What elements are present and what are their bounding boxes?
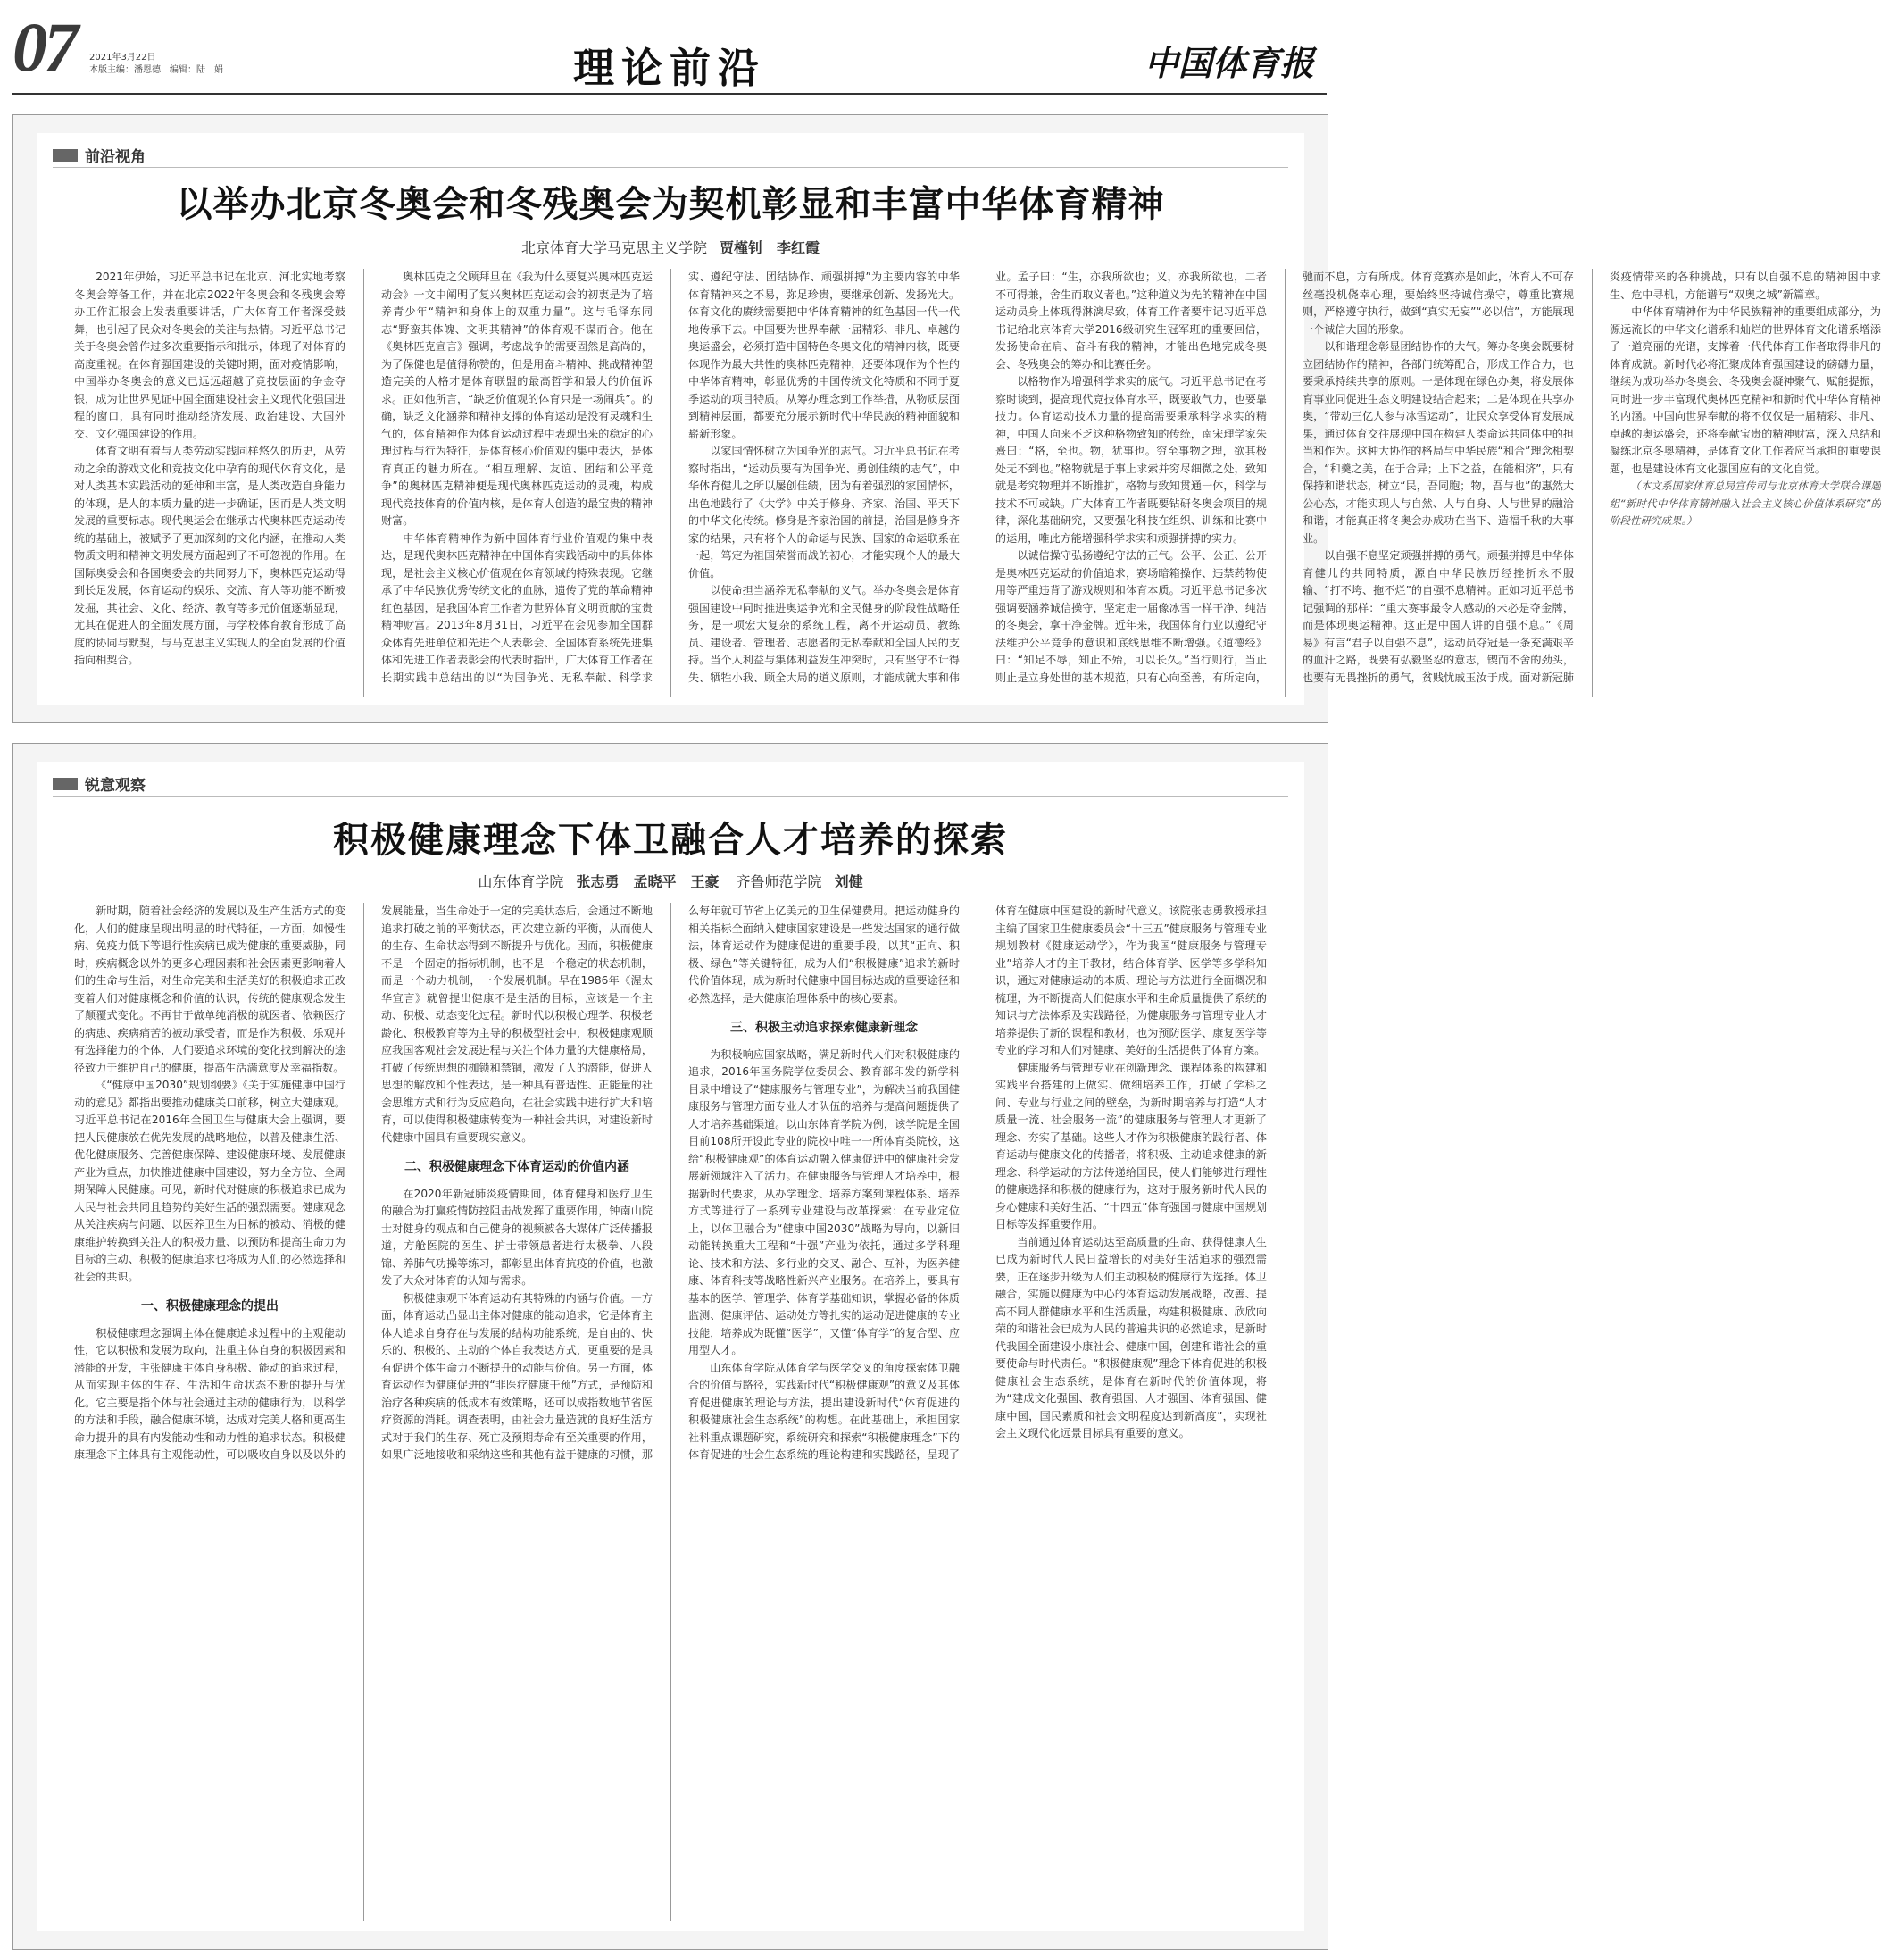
- body-paragraph: 中华体育精神作为中华民族精神的重要组成部分，为源远流长的中华文化谱系和灿烂的世界体育文化谱系增添了一道亮丽的光谱，支撑着一代代体育工作者取得非凡的体育成就。新时代必将汇聚成体育强国建设的磅礴力量，继续为成功举办冬奥会、冬残奥会凝神聚气、赋能提振，同时进一步丰富现代奥林匹克精神和新时代中华体育精神的内涵。中国向世界奉献的将不仅仅是一届精彩、非凡、卓越的奥运盛会，还将奉献宝贵的精神财富，深入总结和凝练北京冬奥精神，是体育文化工作者应当承担的重要课题，也是建设体育文化强国应有的文化自觉。: [1610, 305, 1881, 475]
- article-1-frame: [12, 114, 1881, 723]
- body-paragraph: 以和谐理念彰显团结协作的大气。筹办冬奥会既要树立团结协作的精神，各部门统筹配合，形成工作合力，也要秉承持续共享的原则。一是体现在绿色办奥，将发展体育事业同促进生态文明建设结合起来；二是体现在共享办奥，“带动三亿人参与冰雪运动”，让民众享受体育发展成果，通过体育交往展现中国在构建人类命运共同体中的担当和作为。这种大协作的格局与中华民族“和合”理念相契合，“和羹之美，在于合异；上下之益，在能相济”，只有保持和谐状态，树立“民，吾同胞；物，吾与也”的惠然大公心态，才能实现人与自然、人与自身、人与世界的融洽和谐，才能真正将冬奥会办成功在当下、造福千秋的大事业。: [1303, 340, 1574, 545]
- body-paragraph: 山东体育学院从体育学与医学交叉的角度探索体卫融合的价值与路径，实践新时代“积极健康观”的意义及其体育促进健康的理论与方法，提出建设新时代“体育促进的积极健康社会生态系统”的构想。在此基础上，承担国家社科重点课题研究，系统研究和探索“积极健康理念”下的体育促进的社会生态系统的理论构建和实践路径，呈现了体育在健康中国建设的新时代意义。该院张志勇教授承担主编了国家卫生健康委员会“十三五”健康服务与管理专业规划教材《健康运动学》，作为我国“健康服务与管理专业”培养人才的主干教材，结合体育学、医学等多学科知识，通过对健康运动的本质、理论与方法进行全面概况和梳理，为不断提高人们健康水平和生命质量提供了系统的知识与方法体系及实践路径，为健康服务与管理专业人才培养提供了新的课程和教材，也为预防医学、康复医学等专业的学习和人们对健康、美好的生活提供了体育方案。: [688, 905, 1267, 1461]
- editor-credits: 本版主编：潘恩德 编辑：陆 娟: [89, 65, 223, 75]
- article-1-title: 以举办北京冬奥会和冬残奥会为契机彰显和丰富中华体育精神: [176, 184, 1165, 225]
- article-2-org-1: 山东体育学院: [478, 873, 564, 890]
- article-2-tag: [53, 772, 146, 795]
- masthead: [0, 0, 1339, 105]
- article-2-authors-1: 张志勇 孟晓平 王豪: [576, 873, 720, 890]
- article-1-authors: 贾槿钊 李红霞: [720, 239, 820, 256]
- body-paragraph: 以格物作为增强科学求实的底气。习近平总书记在考察时谈到，提高现代竞技体育水平，既要敢气力，也要靠技力。体育运动技术力量的提高需要秉承科学求实的精神，中国人向来不乏这种格物致知的传统，南宋理学家朱熹曰：“格，至也。物，犹事也。穷至事物之理，欲其极处无不到也。”格物就是于事上求索并穷尽细微之处，致知就是考究物理并不断推扩，格物与致知贯通一体，科学与技术不可或缺。广大体育工作者既要钻研冬奥会项目的规律，深化基础研究，又要强化科技在组织、训练和比赛中的运用，唯此方能增强科学求实和顽强拼搏的实力。: [995, 375, 1267, 545]
- newspaper-logo: 中国体育报: [1144, 43, 1314, 83]
- issue-date: 2021年3月22日: [89, 53, 156, 63]
- section-heading: 三、积极主动追求探索健康新理念: [730, 1021, 918, 1035]
- article-1-org: 北京体育大学马克思主义学院: [520, 239, 707, 256]
- body-paragraph: 奥林匹克之父顾拜旦在《我为什么要复兴奥林匹克运动会》一文中阐明了复兴奥林匹克运动会的初衷是为了培养青少年“精神和身体上的双重力量”。这与毛泽东同志“野蛮其体魄、文明其精神”的体育观不谋而合。他在《奥林匹克宣言》强调，考虑战争的需要固然是高尚的，为了保健也是值得称赞的，但是用奋斗精神、挑战精神塑造完美的人格才是体育联盟的最高哲学和最大的价值诉求。正如他所言，“缺乏价值观的体育只是一场闹兵”。的确，缺乏文化涵养和精神支撑的体育运动是没有灵魂和生气的，体育精神作为体育运动过程中表现出来的稳定的心理过程与行为特征，是体育核心价值观的集中表达，是体育真正的魅力所在。“相互理解、友谊、团结和公平竞争”的奥林匹克精神便是现代奥林匹克运动的灵魂，构成现代竞技体育的价值内核，是体育人创造的最宝贵的精神财富。: [381, 271, 653, 527]
- article-2-tag-label: 锐意观察: [85, 777, 146, 795]
- body-paragraph: 当前通过体育运动达至高质量的生命、获得健康人生已成为新时代人民日益增长的对美好生活追求的强烈需要，正在逐步升级为人们主动积极的健康行为选择。体卫融合，实施以健康为中心的体育运动发展战略，改善、提高不同人群健康水平和生活质量，构建积极健康、欣欣向荣的和谐社会已成为人民的普遍共识的必然追求，是新时代我国全面建设小康社会、健康中国，创建和谐社会的重要使命与时代责任。“积极健康观”理念下体育促进的积极健康社会生态系统，是体育在新时代的价值体现，将为“建成文化强国、教育强国、人才强国、体育强国、健康中国，国民素质和社会文明程度达到新高度”，实现社会主义现代化远景目标具有重要的意义。: [995, 1235, 1267, 1439]
- article-1-tag-divider: [53, 167, 1288, 168]
- article-2-body: [74, 903, 1267, 1921]
- body-paragraph: 在2020年新冠肺炎疫情期间，体育健身和医疗卫生的融合为打赢疫情防控阻击战发挥了重要作用，钟南山院士对健身的观点和自己健身的视频被各大媒体广泛传播报道，方舱医院的医生、护士带领患者进行太极拳、八段锦、养肺气功操等练习，都彰显出体育抗疫的价值，也激发了大众对体育的认知与需求。: [381, 1187, 653, 1287]
- body-paragraph: 新时期，随着社会经济的发展以及生产生活方式的变化，人们的健康呈现出明显的时代特征，一方面，如慢性病、免疫力低下等退行性疾病已成为健康的重要威胁，同时，疾病概念以外的更多心理因素和社会因素更影响着人们的生命与生活，对生命完美和生活美好的积极追求正改变着人们对健康概念和价值的认识，传统的健康观念发生了颠覆式变化。不再甘于做单纯消极的就医者、依赖医疗的病患、疾病痛苦的被动承受者，而是作为积极、乐观并有选择能力的个体，人们要追求环境的变化找到解决的途径致力于维护自己的健康，提高生活满意度及幸福指数。: [74, 905, 345, 1074]
- masthead-divider: [12, 93, 1327, 95]
- article-1-byline: [37, 237, 1304, 257]
- article-2-title: 积极健康理念下体卫融合人才培养的探索: [333, 819, 1008, 861]
- section-heading: 一、积极健康理念的提出: [141, 1299, 279, 1314]
- body-paragraph: 2021年伊始，习近平总书记在北京、河北实地考察冬奥会筹备工作，并在北京2022年冬奥会和冬残奥会筹办工作汇报会上发表重要讲话，广大体育工作者深受鼓舞，也引起了民众对冬奥会的关注与热情。习近平总书记关于冬奥会曾作过多次重要指示和批示，体现了对体育的高度重视。在体育强国建设的关键时期，面对疫情影响，中国举办冬奥会的意义已远远超越了竞技层面的争金夺银，成为让世界见证中国全面建设社会主义现代化强国进程的窗口，具有同时推动经济发展、政治建设、大国外交、文化强国建设的作用。: [74, 271, 345, 440]
- article-1-tag-label: 前沿视角: [85, 148, 146, 166]
- section-heading: 二、积极健康理念下体育运动的价值内涵: [404, 1160, 629, 1174]
- article-2-authors-2: 刘健: [834, 873, 863, 890]
- article-1: [37, 133, 1881, 705]
- article-2-tag-divider: [53, 796, 1288, 797]
- body-paragraph: 体育文明有着与人类劳动实践同样悠久的历史，从劳动之余的游戏文化和竞技文化中孕育的现代体育文化，是对人类基本实践活动的延伸和丰富，是人类改造自身能力的体现，是人的本质力量的进一步确证，因而是人类文明发展的重要标志。现代奥运会在继承古代奥林匹克运动传统的基础上，被赋予了更加深刻的文化内涵，在推动人类物质文明和精神文明发展方面起到了不可忽视的作用。在国际奥委会和各国奥委会的共同努力下，奥林匹克运动得到长足发展，体育运动的娱乐、交流、育人等功能不断被发掘，其社会、文化、经济、教育等多元价值逐渐显现，尤其在促进人的全面发展方面，与学校体育教育形成了高度的协同与默契，与马克思主义实现人的全面发展的价值指向相契合。: [74, 445, 345, 666]
- article-2-byline: [37, 871, 1304, 891]
- tag-marker-icon: [53, 149, 78, 162]
- page-number: 07: [12, 8, 75, 86]
- article-1-tag: [53, 144, 146, 166]
- article-2-org-2: 齐鲁师范学院: [736, 873, 822, 890]
- body-paragraph: 积极健康观下体育运动有其特殊的内涵与价值。一方面，体育运动凸显出主体对健康的能动追求，它是体育主体人追求自身存在与发展的结构功能系统，是自由的、快乐的、积极的、主动的个体自我表达方式，更重要的是具有促进个体生命力不断提升的动能与价值。另一方面，体育运动作为健康促进的“非医疗健康干预”方式，是预防和治疗各种疾病的低成本有效策略，还可以成指数地节省医疗资源的消耗。调查表明，由社会力量造就的良好生活方式对于我们的生存、死亡及预期寿命有至关重要的作用，如果广泛地接收和采纳这些和其他有益于健康的习惯，那么每年就可节省上亿美元的卫生保健费用。把运动健身的相关指标全面纳入健康国家建设是一些发达国家的通行做法，体育运动作为健康促进的重要手段，以其“正向、积极、绿色”等关键特征，成为人们“积极健康”追求的新时代价值体现，成为新时代健康中国目标达成的重要途径和必然选择，是大健康治理体系中的核心要素。: [381, 905, 960, 1461]
- body-paragraph: 以诚信操守弘扬遵纪守法的正气。公平、公正、公开是奥林匹克运动的价值追求，赛场暗箱操作、违禁药物使用等严重违背了游戏规则和体育本质。习近平总书记多次强调要涵养诚信操守，坚定走一届像冰雪一样干净、纯洁的冬奥会，拿干净金牌。近年来，我国体育行业以遵纪守法维护公平竞争的意识和底线思维不断增强。《道德经》曰：“知足不辱，知止不殆，可以长久。”当行则行，当止则止是立身处世的基本规范，只有心向至善，有所定向，驰而不息，方有所成。体育竞赛亦是如此，体育人不可存丝毫投机侥幸心理，要始终坚持诚信操守，尊重比赛规则，严格遵守执行，做到“真实无妄”“必以信”，方能展现一个诚信大国的形象。: [995, 271, 1574, 684]
- section-title: 理论前沿: [573, 44, 766, 92]
- body-paragraph: 以自强不息坚定顽强拼搏的勇气。顽强拼搏是中华体育健儿的共同特质，源自中华民族历经挫折永不服输、“打不垮、拖不烂”的自强不息精神。正如习近平总书记强调的那样：“重大赛事最令人感动的未必是夺金牌，而是体现奥运精神。这正是中国人讲的自强不息。”《周易》有言“君子以自强不息”，运动员夺冠是一条充满艰辛的血汗之路，既要有弘毅坚忍的意志，锲而不舍的劲头，也要有无畏挫折的勇气，贫贱忧戚玉汝于成。面对新冠肺炎疫情带来的各种挑战，只有以自强不息的精神困中求生、危中寻机，方能谱写“双奥之城”新篇章。: [1303, 271, 1881, 684]
- body-paragraph: 为积极响应国家战略，满足新时代人们对积极健康的追求，2016年国务院学位委员会、教育部印发的新学科目录中增设了“健康服务与管理专业”，为解决当前我国健康服务与管理方面专业人才队伍的培养与提高问题提供了人才培养基础渠道。以山东体育学院为例，该学院是全国目前108所开设此专业的院校中唯一一所体育类院校，这给“积极健康观”的体育运动融入健康促进中的健康社会发展新领域注入了活力。在健康服务与管理人才培养中，根据新时代要求，从办学理念、培养方案到课程体系、培养方式等进行了一系列专业建设与改革探索：在专业定位上，以体卫融合为“健康中国2030”战略为导向，以新旧动能转换重大工程和“十强”产业为依托，通过多学科理论、技术和方法、多行业的交叉、融合、互补，为医养健康、体育科技等战略性新兴产业服务。在培养上，要具有基本的医学、管理学、体育学基础知识，掌握必备的体质监测、健康评估、运动处方等扎实的运动促进健康的专业技能，培养成为既懂“医学”，又懂“体育学”的复合型、应用型人才。: [688, 1047, 960, 1356]
- article-1-funding-note: （本文系国家体育总局宣传司与北京体育大学联合课题组“新时代中华体育精神融入社会主义核心价值体系研究”的阶段性研究成果。）: [1610, 480, 1881, 527]
- article-2-frame: [12, 743, 1328, 1950]
- body-paragraph: 《“健康中国2030”规划纲要》《关于实施健康中国行动的意见》都指出要推动健康关口前移，树立大健康观。习近平总书记在2016年全国卫生与健康大会上强调，要把人民健康放在优先发展的战略地位，以普及健康生活、优化健康服务、完善健康保障、建设健康环境、发展健康产业为重点，加快推进健康中国建设，努力全方位、全周期保障人民健康。可见，新时代对健康的积极追求已成为人民与社会共同且趋势的美好生活的强烈需要。健康观念从关注疾病与问题、以医养卫生为目标的被动、消极的健康维护转换到关注人的积极力量、以预防和提高生命力为目标的主动、积极的健康追求也将成为人们的必然选择和社会的共识。: [74, 1079, 345, 1283]
- article-1-body: [74, 269, 1881, 697]
- body-paragraph: 健康服务与管理专业在创新理念、课程体系的构建和实践平台搭建的上做实、做细培养工作，打破了学科之间、专业与行业之间的壁垒，为新时期培养与打造“人才质量一流、社会服务一流”的健康服务与管理人才更新了理念、夯实了基础。这些人才作为积极健康的践行者、体育运动与健康文化的传播者，将积极、主动追求健康的新理念、科学运动的方法传递给国民，使人们能够进行理性的健康选择和积极的健康行为，这对于服务新时代人民的身心健康和美好生活、“十四五”体育强国与健康中国规划目标等发挥重要作用。: [995, 1061, 1267, 1230]
- article-2: [37, 762, 1304, 1931]
- body-paragraph: 中华体育精神作为新中国体育行业价值观的集中表达，是现代奥林匹克精神在中国体育实践活动中的具体体现，是社会主义核心价值观在体育领域的特殊表现。它继承了中华民族优秀传统文化的血脉，遗传了党的革命精神红色基因，是我国体育工作者为世界体育文明贡献的宝贵精神财富。2013年8月31日，习近平在会见参加全国群众体育先进单位和先进个人表彰会、全国体育系统先进集体和先进工作者表彰会的代表时指出，广大体育工作者在长期实践中总结出的以“为国争光、无私奉献、科学求实、遵纪守法、团结协作、顽强拼搏”为主要内容的中华体育精神来之不易，弥足珍贵，要继承创新、发扬光大。体育文化的赓续需要把中华体育精神的红色基因一代一代地传承下去。中国要为世界奉献一届精彩、非凡、卓越的奥运盛会，必须打造中国特色冬奥文化的精神内核，既要体现作为最大共性的奥林匹克精神，还要体现作为个性的中华体育精神，彰显优秀的中国传统文化特质和不同于夏季运动的项目特质。从筹办理念到工作举措，从物质层面到精神层面，都要充分展示新时代中华民族的精神面貌和崭新形象。: [381, 271, 960, 684]
- body-paragraph: 以家国情怀树立为国争光的志气。习近平总书记在考察时指出，“运动员要有为国争光、勇创佳绩的志气”，中华体育健儿之所以屡创佳绩，因为有着强烈的家国情怀，出色地践行了《大学》中关于修身、齐家、治国、平天下的中华文化传统。修身是齐家治国的前提，治国是修身齐家的结果，只有将个人的命运与民族、国家的命运联系在一起，笃定为祖国荣誉而战的初心，才能实现个人的最大价值。: [688, 445, 960, 580]
- tag-marker-icon: [53, 778, 78, 790]
- body-paragraph: 积极健康理念强调主体在健康追求过程中的主观能动性，它以积极和发展为取向，注重主体自身的积极因素和潜能的开发，主张健康主体自身积极、能动的追求过程，从而实现主体的生存、生活和生命状态不断的提升与优化。它主要是指个体与社会通过主动的健康行为，以科学的方法和手段，融合健康环境，达成对完美人格和更高生命力提升的具有内发能动性和动力性的追求状态。积极健康理念下主体具有主观能动性，可以吸收自身以及以外的发展能量，当生命处于一定的完美状态后，会通过不断地追求打破之前的平衡状态，再次建立新的平衡，从而使人的生存、生命状态得到不断提升与优化。因而，积极健康不是一个固定的指标机制，也不是一个稳定的状态机制，而是一个动力机制，一个发展机制。早在1986年《渥太华宣言》就曾提出健康不是生活的目标，应该是一个主动、积极、动态变化过程。新时代以积极心理学、积极老龄化、积极教育等为主导的积极型社会中，积极健康观顺应我国客观社会发展进程与关注个体力量的大健康格局，打破了传统思想的枷锁和禁锢，激发了人的潜能，促进人思想的解放和个性表达，是一种具有普适性、正能量的社会思维方式和行为反应趋向，在社会实践中进行扩大和培育，可以使得积极健康转变为一种社会共识，对建设新时代健康中国具有重要现实意义。: [74, 905, 653, 1461]
- body-paragraph: 以使命担当涵养无私奉献的义气。举办冬奥会是体育强国建设中同时推进奥运争光和全民健身的阶段性战略任务，是一项宏大复杂的系统工程，离不开运动员、教练员、建设者、管理者、志愿者的无私奉献和全国人民的支持。当个人利益与集体利益发生冲突时，只有坚守不计得失、牺牲小我、顾全大局的道义原则，才能成就大事和伟业。孟子曰：“生，亦我所欲也；义，亦我所欲也，二者不可得兼，舍生而取义者也。”这种道义为先的精神在中国运动员身上体现得淋漓尽致，体育工作者要牢记习近平总书记给北京体育大学2016级研究生冠军班的重要回信，发扬使命在肩、奋斗有我的精神，才能出色地完成冬奥会、冬残奥会的筹办和比赛任务。: [688, 271, 1267, 684]
